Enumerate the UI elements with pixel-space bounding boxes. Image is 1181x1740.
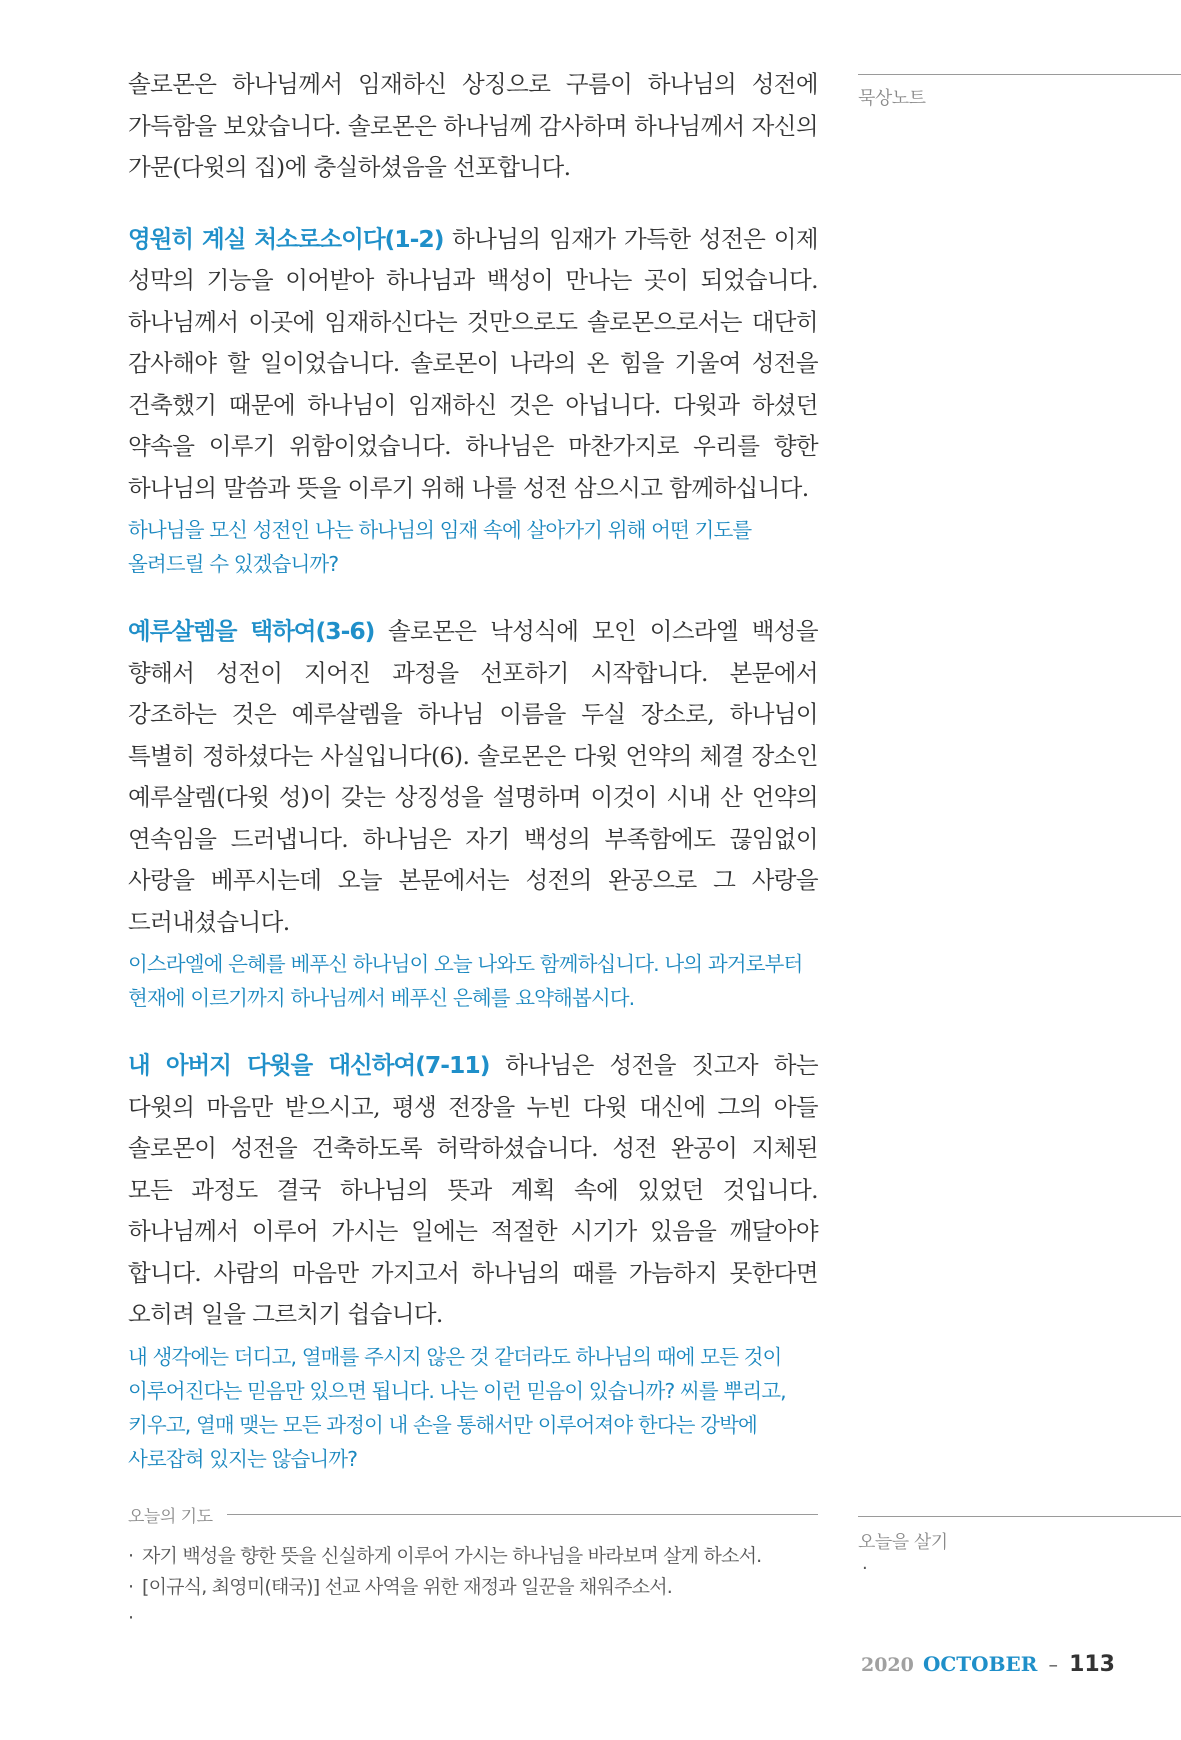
section-body: 하나님의 임재가 가득한 성전은 이제 성막의 기능을 이어받아 하나님과 백성이 만나는 곳이 되었습니다. 하나님께서 이곳에 임재하신다는 것만으로도 솔로몬으로서는 대단히 감사해야 할 일이었습니다. 솔로몬이 나라의 온 힘을 기울여 성전을 건축했기 때문에 하나님이 임재하신 것은 아닙니다. 다윗과 하셨던 약속을 이루기 위함이었습니다. 하나님은 마찬가지로 우리를 향한 하나님의 말씀과 뜻을 이루기 위해 나를 성전 삼으시고 함께하십니다.: [128, 224, 818, 502]
page-footer: [861, 1652, 1115, 1677]
sidebar-note-label: 묵상노트: [858, 88, 926, 109]
prayer-section: [128, 1502, 818, 1634]
sidebar-apply-label: 오늘을 살기: [858, 1532, 948, 1553]
prayer-item: [128, 1603, 818, 1634]
footer-month: OCTOBER: [922, 1652, 1038, 1676]
section-body: 솔로몬은 낙성식에 모인 이스라엘 백성을 향해서 성전이 지어진 과정을 선포하기 시작합니다. 본문에서 강조하는 것은 예루살렘을 하나님 이름을 두실 장소로, 하나님이 특별히 정하셨다는 사실입니다(6). 솔로몬은 다윗 언약의 체결 장소인 예루살렘(다윗 성)이 갖는 상징성을 설명하며 이것이 시내 산 언약의 연속임을 드러냅니다. 하나님은 자기 백성의 부족함에도 끊임없이 사랑을 베푸시는데 오늘 본문에서는 성전의 완공으로 그 사랑을 드러내셨습니다.: [128, 617, 818, 936]
section-heading: 내 아버지 다윗을 대신하여(7-11): [128, 1051, 490, 1079]
prayer-item-text: [이규식, 최영미(태국)] 선교 사역을 위한 재정과 일꾼을 채워주소서.: [142, 1576, 673, 1598]
footer-year: 2020: [860, 1654, 914, 1676]
page-number: 113: [1069, 1652, 1115, 1677]
reflection-question: 하나님을 모신 성전인 나는 하나님의 임재 속에 살아가기 위해 어떤 기도를 올려드릴 수 있겠습니까?: [128, 518, 752, 576]
section-body: 하나님은 성전을 짓고자 하는 다윗의 마음만 받으시고, 평생 전장을 누빈 다윗 대신에 그의 아들 솔로몬이 성전을 건축하도록 허락하셨습니다. 성전 완공이 지체된 모든 과정도 결국 하나님의 뜻과 계획 속에 있었던 것입니다. 하나님께서 이루어 가시는 일에는 적절한 시기가 있음을 깨달아야 합니다. 사람의 마음만 가지고서 하나님의 때를 가늠하지 못한다면 오히려 일을 그르치기 쉽습니다.: [128, 1051, 818, 1328]
prayer-title: 오늘의 기도: [128, 1507, 213, 1527]
prayer-bullet: ·: [128, 1607, 134, 1629]
reflection-question: 내 생각에는 더디고, 열매를 주시지 않은 것 같더라도 하나님의 때에 모든 것이 이루어진다는 믿음만 있으면 됩니다. 나는 이런 믿음이 있습니까? 씨를 뿌리고, 키우고, 열매 맺는 모든 과정이 내 손을 통해서만 이루어져야 한다는 강박에 사로잡혀 있지는 않습니까?: [128, 1344, 786, 1471]
footer-dash: –: [1048, 1654, 1058, 1676]
section-paragraph: [128, 1045, 818, 1336]
section-heading: 예루살렘을 택하여(3-6): [128, 617, 375, 645]
prayer-rule: [227, 1514, 818, 1515]
section-heading: 영원히 계실 처소로소이다(1-2): [128, 224, 444, 253]
sidebar-note-rule: [858, 74, 1181, 75]
section-paragraph: [128, 219, 818, 510]
prayer-bullet: ·: [128, 1545, 134, 1567]
prayer-list: [128, 1541, 818, 1634]
main-column: [128, 64, 818, 1476]
reflection-question: 이스라엘에 은혜를 베푸신 하나님이 오늘 나와도 함께하십니다. 나의 과거로부터 현재에 이르기까지 하나님께서 베푸신 은혜를 요약해봅시다.: [128, 952, 803, 1010]
prayer-item: [128, 1541, 818, 1572]
prayer-item: [128, 1572, 818, 1603]
sidebar-apply-rule: [858, 1516, 1181, 1517]
sidebar-apply-bullet: ·: [862, 1558, 868, 1579]
section-paragraph: [128, 611, 818, 943]
prayer-item-text: 자기 백성을 향한 뜻을 신실하게 이루어 가시는 하나님을 바라보며 살게 하소서.: [142, 1545, 762, 1567]
intro-paragraph: 솔로몬은 하나님께서 임재하신 상징으로 구름이 하나님의 성전에 가득함을 보았습니다. 솔로몬은 하나님께 감사하며 하나님께서 자신의 가문(다윗의 집)에 충실하셨음을 선포합니다.: [128, 70, 818, 181]
prayer-bullet: ·: [128, 1576, 134, 1598]
prayer-header: [128, 1502, 818, 1527]
